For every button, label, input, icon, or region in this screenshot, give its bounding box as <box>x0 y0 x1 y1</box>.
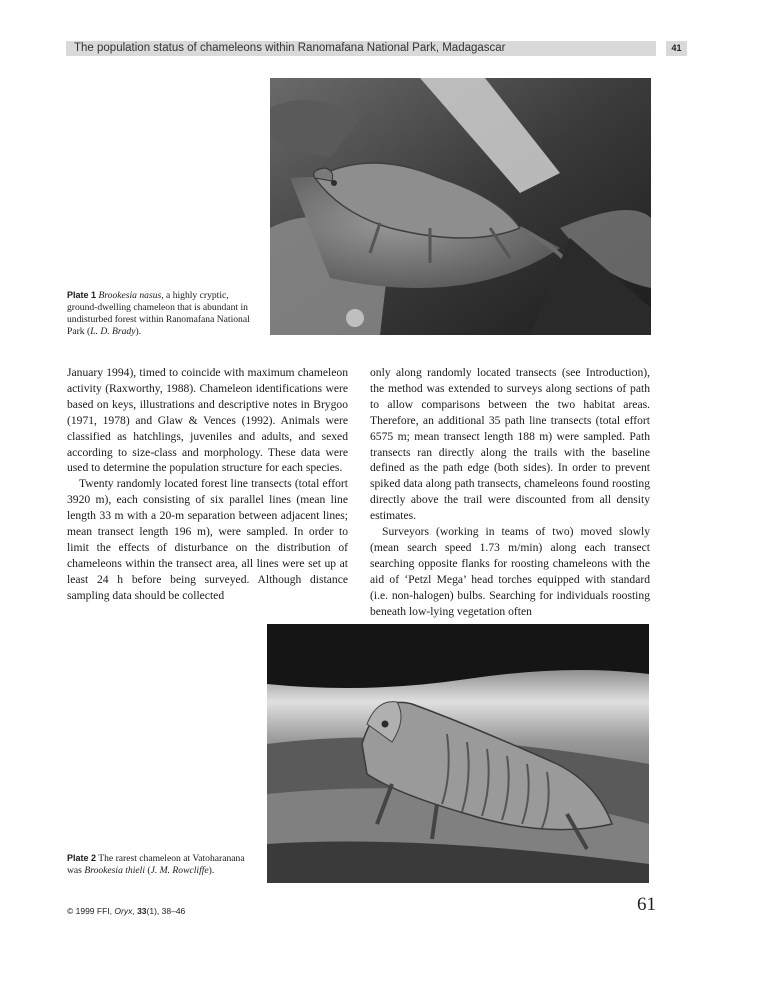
footer-issue-pages: (1), 38–46 <box>146 906 186 916</box>
plate2-caption-end: ). <box>208 865 215 876</box>
plate2-caption-mid: ( <box>145 865 151 876</box>
plate1-caption-text: , a highly cryptic, ground-dwelling chameleon that is abundant in undisturbed forest within Ranomafana National Park ( <box>67 290 250 337</box>
header-page-badge: 41 <box>671 43 682 53</box>
footer-journal: Oryx <box>114 906 133 916</box>
body-column-left <box>67 365 348 604</box>
plate2-label: Plate 2 <box>67 853 97 863</box>
plate1-caption-end: ). <box>135 326 142 337</box>
plate2-caption-text: The rarest chameleon at Vatoharanana was <box>67 853 245 876</box>
plate1-photo <box>270 78 651 335</box>
plate1-credit: L. D. Brady <box>90 326 136 337</box>
plate2-caption <box>67 852 252 877</box>
running-header-title: The population status of chameleons within Ranomafana National Park, Madagascar <box>74 42 506 54</box>
plate1-chameleon-illustration <box>270 78 651 335</box>
plate1-species: Brookesia nasus <box>98 290 162 301</box>
plate1-label: Plate 1 <box>67 290 97 300</box>
page-number: 61 <box>637 894 656 915</box>
plate1-caption <box>67 289 252 338</box>
body-paragraph: Twenty randomly located forest line transects (total effort 3920 m), each consisting of six parallel lines (mean line length 33 m with a 20-m separation between adjacent lines; mean transect length 196 m), were sampled. In order to limit the effects of disturbance on the distribution of chameleons within the transect area, all lines were set up at least 24 h before being surveyed. Although distance sampling data should be collected <box>67 477 348 602</box>
body-paragraph: only along randomly located transects (see Introduction), the method was extended to surveys along sections of path to allow comparisons between the two habitat areas. Therefore, an additional 35 path line transects (total effort 6575 m; mean transect length 188 m) were sampled. Path transects ran directly along the trails with the baseline defined as the path edge (both sides). In order to prevent spiked data along path transects, chameleons found roosting directly above the trail were discounted from all density estimates. <box>370 366 650 523</box>
footer-volume: 33 <box>137 906 147 916</box>
body-column-right <box>370 365 650 620</box>
plate2-photo <box>267 624 649 883</box>
footer-copy-prefix: © 1999 FFI, <box>67 906 115 916</box>
body-paragraph: January 1994), timed to coincide with maximum chameleon activity (Raxworthy, 1988). Chameleon identifications were based on keys, illustrations and descriptive notes in Brygoo (1971, 1978) and Glaw & Vences (1992). Animals were classified as hatchlings, juveniles and adults, and sexed according to size-class and morphology. These data were used to determine the population structure for each species. <box>67 366 348 475</box>
plate2-chameleon-illustration <box>267 624 649 883</box>
plate2-species: Brookesia thieli <box>84 865 145 876</box>
body-paragraph: Surveyors (working in teams of two) moved slowly (mean search speed 1.73 m/min) along each transect searching opposite flanks for roosting chameleons with the aid of ‘Petzl Mega’ head torches equipped with standard (i.e. non-halogen) bulbs. Searching for individuals roosting beneath low-lying vegetation often <box>370 525 650 618</box>
footer-copyright <box>67 906 185 916</box>
footer-copy-space: , <box>132 906 138 916</box>
plate2-credit: J. M. Rowcliffe <box>150 865 209 876</box>
